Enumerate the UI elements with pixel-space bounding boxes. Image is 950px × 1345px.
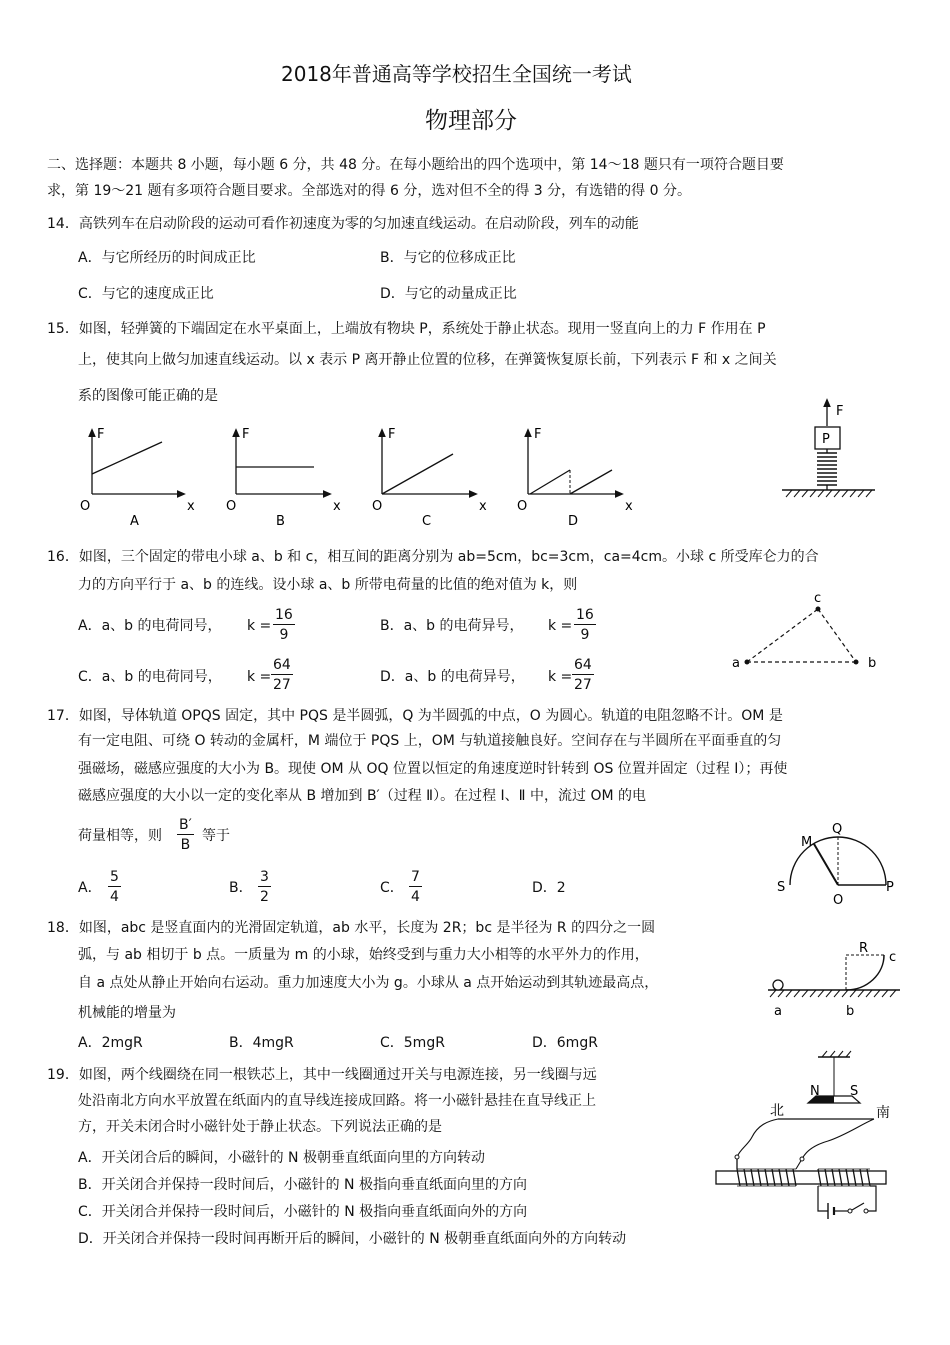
q17-option-a-fraction bbox=[108, 870, 121, 904]
q17-option-b-label: B． bbox=[229, 880, 253, 896]
graph-b bbox=[226, 427, 341, 529]
rod-om bbox=[814, 844, 838, 885]
section-title: 物理部分 bbox=[425, 108, 517, 134]
q17-ratio-num: B′ bbox=[179, 817, 192, 833]
point-b-label: b bbox=[846, 1004, 855, 1019]
q19-option-c: C．开关闭合并保持一段时间后，小磁针的 N 极指向垂直纸面向外的方向 bbox=[78, 1204, 528, 1220]
q16-option-a-fraction bbox=[273, 608, 295, 642]
graph-c-x-label: x bbox=[479, 499, 487, 514]
q16-d-den: 27 bbox=[574, 677, 592, 693]
charge-c-label: c bbox=[814, 591, 822, 606]
graph-d bbox=[517, 427, 633, 529]
point-c-label: c bbox=[889, 950, 897, 965]
intro-line-2: 求，第 19～21 题有多项符合题目要求。全部选对的得 6 分，选对但不全的得 3 分，有选错的得 0 分。 bbox=[47, 183, 691, 199]
needle-s-label: S bbox=[850, 1084, 859, 1099]
exam-title: 2018年普通高等学校招生全国统一考试 bbox=[281, 62, 632, 86]
q16-a-num: 16 bbox=[275, 607, 293, 623]
spring-coil bbox=[817, 453, 837, 485]
terminal-2 bbox=[800, 1157, 804, 1161]
q17-line-5-pre: 荷量相等，则 bbox=[78, 828, 162, 844]
q16-triangle-figure bbox=[720, 585, 920, 685]
charge-b-label: b bbox=[868, 656, 877, 671]
q16-c-den: 27 bbox=[273, 677, 291, 693]
block-p-label: P bbox=[822, 432, 830, 447]
q16-option-c: C．a、b 的电荷同号， bbox=[78, 669, 222, 685]
q16-option-c-k: k = bbox=[247, 669, 272, 685]
q17-a-num: 5 bbox=[110, 869, 119, 885]
q17-a-den: 4 bbox=[110, 889, 119, 905]
ground-hatch bbox=[770, 990, 896, 997]
point-a-label: a bbox=[774, 1004, 782, 1019]
terminal-1 bbox=[735, 1155, 739, 1159]
q16-line-1: 16．如图，三个固定的带电小球 a、b 和 c，相互间的距离分别为 ab=5cm，bc=3cm，ca=4cm。小球 c 所受库仑力的合 bbox=[47, 549, 819, 565]
graph-c-caption: C bbox=[422, 514, 432, 529]
q18-option-a: A．2mgR bbox=[78, 1035, 143, 1051]
q14-option-d: D．与它的动量成正比 bbox=[380, 286, 517, 302]
south-label: 南 bbox=[876, 1105, 890, 1121]
graph-a-x-label: x bbox=[187, 499, 195, 514]
point-m-label: M bbox=[801, 835, 813, 850]
graph-a-f-label: F bbox=[97, 427, 105, 442]
q19-option-b: B．开关闭合并保持一段时间后，小磁针的 N 极指向垂直纸面向里的方向 bbox=[78, 1177, 527, 1193]
point-q-label: Q bbox=[832, 822, 843, 837]
q19-line-3: 方，开关未闭合时小磁针处于静止状态。下列说法正确的是 bbox=[78, 1119, 442, 1135]
q16-line-2: 力的方向平行于 a、b 的连线。设小球 a、b 所带电荷量的比值的绝对值为 k，则 bbox=[78, 577, 578, 593]
q18-option-c: C．5mgR bbox=[380, 1035, 445, 1051]
q14-option-b: B．与它的位移成正比 bbox=[380, 250, 516, 266]
q14-option-a: A．与它所经历的时间成正比 bbox=[78, 250, 256, 266]
q19-line-1: 19．如图，两个线圈绕在同一根铁芯上，其中一线圈通过开关与电源连接，另一线圈与远 bbox=[47, 1067, 597, 1083]
intro-line-1: 二、选择题：本题共 8 小题，每小题 6 分，共 48 分。在每小题给出的四个选项中，第 14～18 题只有一项符合题目要 bbox=[47, 157, 784, 173]
charge-a-label: a bbox=[732, 656, 740, 671]
q17-option-c-fraction bbox=[409, 870, 422, 904]
lead-wire-right bbox=[802, 1119, 874, 1159]
q18-track-figure bbox=[760, 935, 910, 1020]
q18-line-1: 18．如图，abc 是竖直面内的光滑固定轨道，ab 水平，长度为 2R；bc 是半径为 R 的四分之一圆 bbox=[47, 920, 656, 936]
q14-stem: 14．高铁列车在启动阶段的运动可看作初速度为零的匀加速直线运动。在启动阶段，列车的动能 bbox=[47, 216, 639, 232]
q17-b-num: 3 bbox=[260, 869, 269, 885]
q17-option-d: D．2 bbox=[532, 880, 566, 896]
q17-ratio-den: B bbox=[180, 837, 191, 853]
graph-d-f-label: F bbox=[534, 427, 542, 442]
q19-option-d: D．开关闭合并保持一段时间再断开后的瞬间，小磁针的 N 极朝垂直纸面向外的方向转动 bbox=[78, 1231, 627, 1247]
graph-c-line bbox=[382, 454, 453, 494]
q16-option-a: A．a、b 的电荷同号， bbox=[78, 618, 222, 634]
q16-d-num: 64 bbox=[574, 657, 592, 673]
q16-a-den: 9 bbox=[279, 627, 289, 643]
q15-spring-figure bbox=[782, 402, 875, 497]
ball bbox=[773, 980, 783, 990]
q16-c-num: 64 bbox=[273, 657, 291, 673]
graph-b-x-label: x bbox=[333, 499, 341, 514]
graph-c-f-label: F bbox=[388, 427, 396, 442]
graph-c-origin: O bbox=[372, 499, 383, 514]
q18-line-2: 弧，与 ab 相切于 b 点。一质量为 m 的小球，始终受到与重力大小相等的水平外力的作用， bbox=[78, 947, 649, 963]
q18-line-3: 自 a 点处从静止开始向右运动。重力加速度大小为 g。小球从 a 点开始运动到其轨迹最高点， bbox=[78, 975, 659, 991]
q17-line-1: 17．如图，导体轨道 OPQS 固定，其中 PQS 是半圆弧，Q 为半圆弧的中点，O 为圆心。轨道的电阻忽略不计。OM 是 bbox=[47, 708, 783, 724]
charge-b bbox=[854, 660, 859, 665]
switch-pivot bbox=[848, 1209, 852, 1213]
q15-line-2: 上，使其向上做匀加速直线运动。以 x 表示 P 离开静止位置的位移，在弹簧恢复原长前，下列表示 F 和 x 之间关 bbox=[78, 352, 777, 368]
q17-line-2: 有一定电阻、可绕 O 转动的金属杆，M 端位于 PQS 上，OM 与轨道接触良好。空间存在与半圆所在平面垂直的匀 bbox=[78, 733, 782, 749]
q19-coil-figure bbox=[710, 1045, 895, 1225]
force-label: F bbox=[836, 404, 844, 419]
q15-line-3: 系的图像可能正确的是 bbox=[78, 388, 218, 404]
lead-wire-left bbox=[737, 1119, 778, 1157]
q17-line-3: 强磁场，磁感应强度的大小为 B。现使 OM 从 OQ 位置以恒定的角速度逆时针转到 OS 位置并固定（过程 Ⅰ）；再使 bbox=[78, 761, 788, 777]
q17-ratio-fraction bbox=[177, 818, 194, 852]
graph-b-origin: O bbox=[226, 499, 237, 514]
q17-c-num: 7 bbox=[411, 869, 420, 885]
north-label: 北 bbox=[770, 1103, 784, 1119]
q17-semicircle-figure bbox=[770, 815, 910, 910]
q17-option-c-label: C． bbox=[380, 880, 404, 896]
circuit-wire-left bbox=[818, 1186, 828, 1211]
graph-b-caption: B bbox=[276, 514, 285, 529]
q18-option-d: D．6mgR bbox=[532, 1035, 598, 1051]
graph-a-line bbox=[92, 442, 162, 474]
q15-line-1: 15．如图，轻弹簧的下端固定在水平桌面上，上端放有物块 P，系统处于静止状态。现用一竖直向上的力 F 作用在 P bbox=[47, 321, 766, 337]
q17-line-5-post: 等于 bbox=[202, 828, 230, 844]
q18-option-b: B．4mgR bbox=[229, 1035, 294, 1051]
graph-b-f-label: F bbox=[242, 427, 250, 442]
circuit-wire-right bbox=[868, 1186, 876, 1211]
needle-n-label: N bbox=[810, 1084, 820, 1099]
point-o-label: O bbox=[833, 893, 844, 908]
q16-option-d-fraction bbox=[572, 658, 594, 692]
graph-d-line-1 bbox=[530, 470, 570, 494]
point-s-label: S bbox=[777, 880, 786, 895]
q17-b-den: 2 bbox=[260, 889, 269, 905]
q16-b-num: 16 bbox=[576, 607, 594, 623]
point-p-label: P bbox=[886, 880, 894, 895]
charge-c bbox=[816, 607, 821, 612]
switch-blade bbox=[852, 1203, 864, 1210]
q16-option-a-k: k = bbox=[247, 618, 272, 634]
q16-option-d-k: k = bbox=[548, 669, 573, 685]
q17-option-a-label: A． bbox=[78, 880, 102, 896]
switch-contact bbox=[864, 1209, 868, 1213]
q17-line-4: 磁感应强度的大小以一定的变化率从 B 增加到 B′（过程 Ⅱ）。在过程 Ⅰ、Ⅱ 中，流过 OM 的电 bbox=[78, 788, 646, 804]
graph-d-line-2 bbox=[570, 470, 612, 494]
arc-bc bbox=[846, 955, 884, 990]
q14-option-c: C．与它的速度成正比 bbox=[78, 286, 214, 302]
q19-option-a: A．开关闭合后的瞬间，小磁针的 N 极朝垂直纸面向里的方向转动 bbox=[78, 1150, 485, 1166]
q16-b-den: 9 bbox=[580, 627, 590, 643]
radius-label: R bbox=[859, 941, 869, 956]
graph-d-x-label: x bbox=[625, 499, 633, 514]
graph-c bbox=[372, 427, 487, 529]
q16-option-d: D．a、b 的电荷异号， bbox=[380, 669, 525, 685]
q16-option-b: B．a、b 的电荷异号， bbox=[380, 618, 524, 634]
q18-line-4: 机械能的增量为 bbox=[78, 1005, 176, 1021]
graph-a-origin: O bbox=[80, 499, 91, 514]
graph-d-caption: D bbox=[568, 514, 579, 529]
q16-option-c-fraction bbox=[271, 658, 293, 692]
q16-option-b-fraction bbox=[574, 608, 596, 642]
graph-a-caption: A bbox=[130, 514, 139, 529]
q17-c-den: 4 bbox=[411, 889, 420, 905]
side-ac bbox=[747, 609, 818, 662]
charge-a bbox=[745, 660, 750, 665]
side-bc bbox=[818, 609, 856, 662]
graph-d-origin: O bbox=[517, 499, 528, 514]
table-hatch bbox=[786, 490, 872, 497]
q17-option-b-fraction bbox=[258, 870, 271, 904]
q19-line-2: 处沿南北方向水平放置在纸面内的直导线连接成回路。将一小磁针悬挂在直导线正上 bbox=[78, 1093, 596, 1109]
graph-a bbox=[80, 427, 195, 529]
q16-option-b-k: k = bbox=[548, 618, 573, 634]
